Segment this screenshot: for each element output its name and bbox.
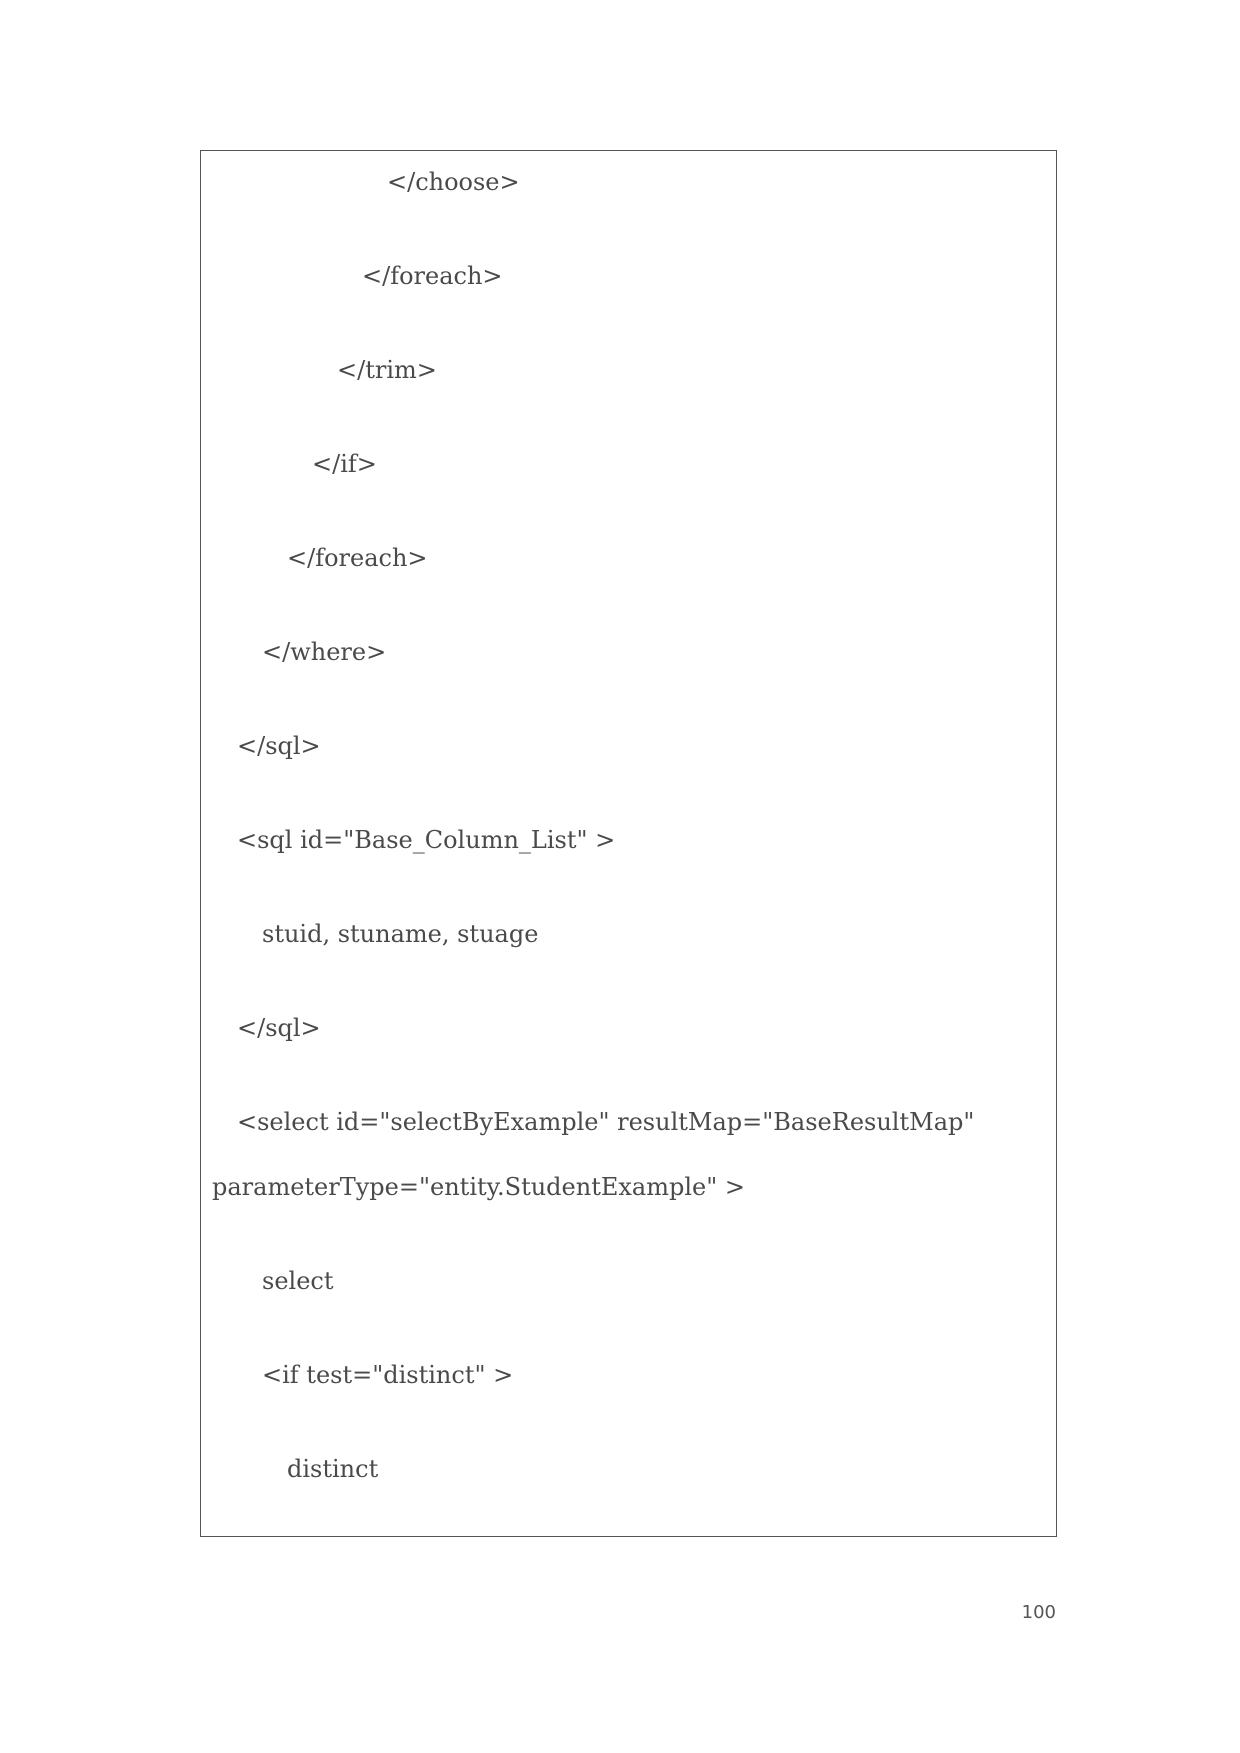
code-line: </where> (262, 638, 387, 666)
code-line: </foreach> (287, 544, 428, 572)
code-line: <sql id="Base_Column_List" > (237, 826, 616, 854)
code-line: <select id="selectByExample" resultMap="BaseResultMap" (237, 1108, 975, 1136)
code-line: select (262, 1267, 334, 1295)
code-line: distinct (287, 1455, 379, 1483)
code-line: </sql> (237, 732, 321, 760)
code-line: </trim> (337, 356, 437, 384)
page-number: 100 (1021, 1602, 1056, 1623)
code-line: </foreach> (362, 262, 503, 290)
code-line: <if test="distinct" > (262, 1361, 514, 1389)
code-listing-box (200, 150, 1057, 1537)
code-line: parameterType="entity.StudentExample" > (212, 1173, 745, 1201)
code-line: </choose> (387, 168, 520, 196)
code-line: </if> (312, 450, 377, 478)
code-line: </sql> (237, 1014, 321, 1042)
code-line: stuid, stuname, stuage (262, 920, 539, 948)
